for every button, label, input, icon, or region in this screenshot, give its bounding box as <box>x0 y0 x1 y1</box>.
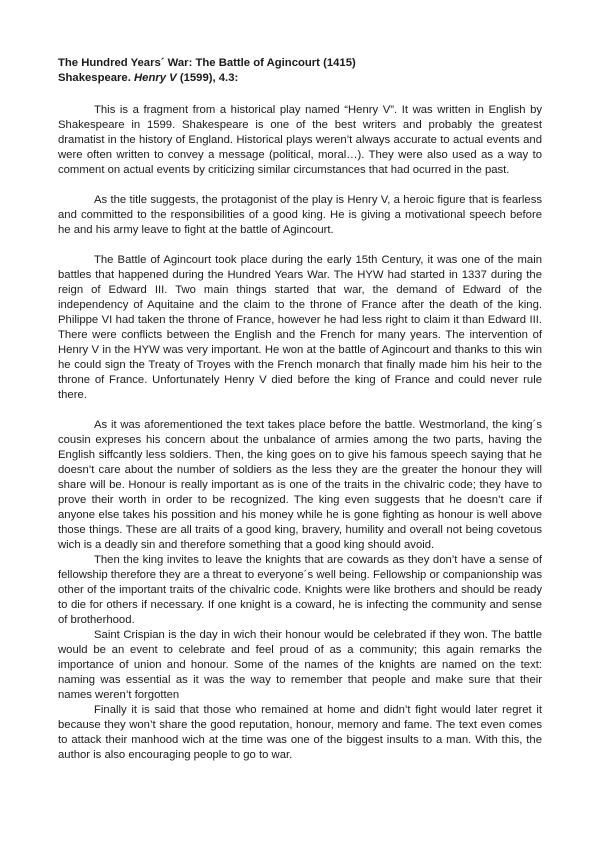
paragraph-conclusion: Finally it is said that those who remained at home and didn’t fight would later regret it because they won’t share the good reputation, honour, memory and fame. The text even comes to attack their manhood wich at the time was one of the biggest insults to a man. With this, the author is also encouraging people to go to war. <box>58 704 542 761</box>
paragraph-context: The Battle of Agincourt took place during the early 15th Century, it was one of the main battles that happened during the Hundred Years War. The HYW had started in 1337 during the reign of Edward III. Two main things started that war, the demand of Edward of the independency of Aquitaine and the claim to the throne of France after the death of the king. Philippe VI had taken the throne of France, however he had less right to claim it than Edward III. There were conflicts between the English and the French for many years. The intervention of Henry V in the HYW was very important. He won at the battle of Agincourt and thanks to this win he could sign the Treaty of Troyes with the French monarch that finally made him his heir to the throne of France. Unfortunately Henry V died before the king of France and could never rule there. <box>58 254 542 401</box>
paragraph-protagonist: As the title suggests, the protagonist of the play is Henry V, a heroic figure that is fearless and committed to the responsibilities of a good king. He is giving a motivational speech before he and his army leave to fight at the battle of Agincourt. <box>58 194 542 236</box>
paragraph-cowards: Then the king invites to leave the knights that are cowards as they don’t have a sense of fellowship therefore they are a threat to everyone´s well being. Fellowship or companionship was other of the important traits of the chivalric code. Knights were like brothers and should be ready to die for others if necessary. If one knight is a coward, he is infecting the community and sense of brotherhood. <box>58 554 542 626</box>
paragraph-analysis: As it was aforementioned the text takes place before the battle. Westmorland, the king´s cousin expreses his concern about the unbalance of armies among the two parts, having the English siffcantly less soldiers. Then, the king goes on to give his famous speech saying that he doesn’t care about the number of soldiers as the less they are the greater the honour they will share will be. Honour is really important as is one of the traits in the chivalric code; they have to prove their worth in order to be recognized. The king even suggests that he doesn’t care if anyone else takes his possition and his money while he is gone fighting as honour is well above those things. These are all traits of a good king, bravery, humility and overall not being covetous wich is a deadly sin and therefore something that a good king should avoid. <box>58 419 542 551</box>
document-body <box>58 56 542 763</box>
subtitle-work: Henry V <box>134 72 177 84</box>
subtitle-rest: (1599), 4.3: <box>176 72 239 84</box>
subtitle-author: Shakespeare. <box>58 72 134 84</box>
document-title: The Hundred Years´ War: The Battle of Agincourt (1415) <box>58 57 356 69</box>
paragraph-saint-crispian: Saint Crispian is the day in wich their honour would be celebrated if they won. The battle would be an event to celebrate and feel proud of as a community; this again remarks the importance of union and honour. Some of the names of the knights are named on the text: naming was essential as it was the way to remember that people and make sure that their names weren’t forgotten <box>58 629 542 701</box>
paragraph-intro: This is a fragment from a historical play named “Henry V”. It was written in English by Shakespeare in 1599. Shakespeare is one of the best writers and probably the greatest dramatist in the history of England. Historical plays weren’t always accurate to actual events and were often written to convey a message (political, moral…). They were also used as a way to comment on actual events by criticizing similar circumstances that had ocurred in the past. <box>58 104 542 176</box>
document-subtitle <box>58 71 542 86</box>
